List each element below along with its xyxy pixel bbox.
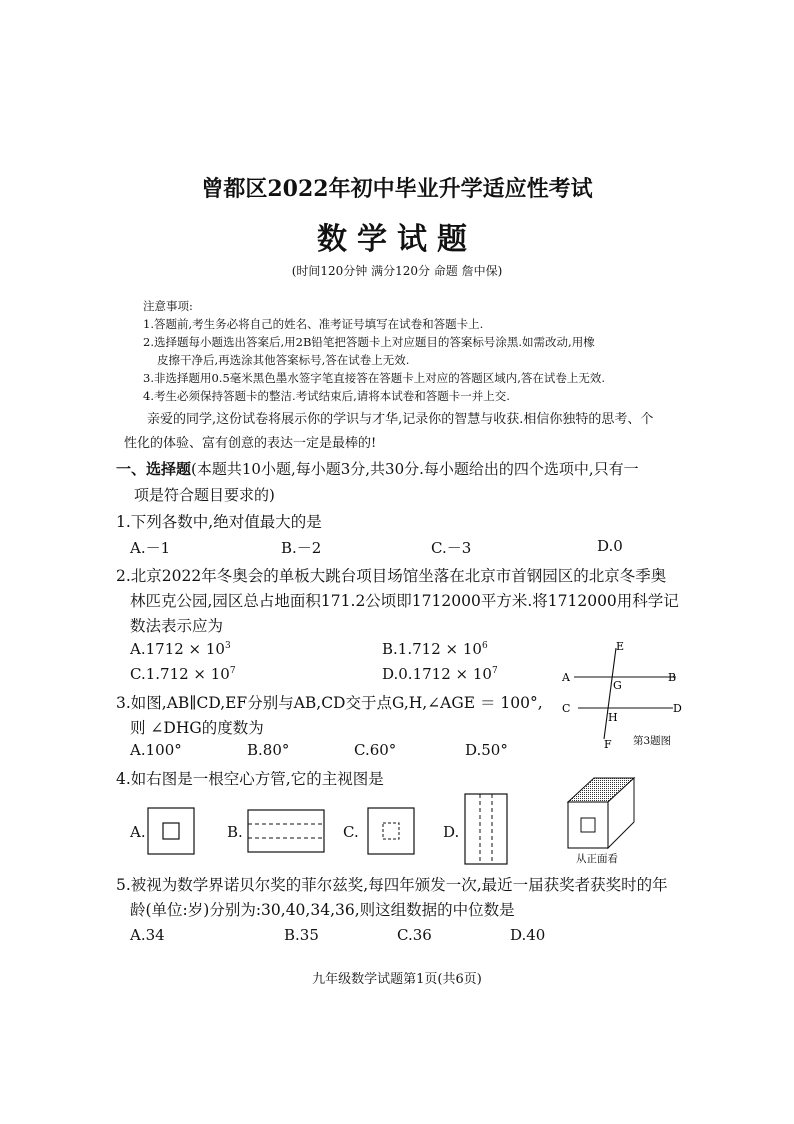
option: C.－3: [431, 539, 472, 557]
option-d-view: [464, 793, 508, 865]
page-footer: 九年级数学试题第1页(共6页): [312, 972, 482, 987]
intro-line: 性化的体验、富有创意的表达一定是最棒的!: [124, 436, 377, 451]
option-b-view: [247, 809, 325, 853]
figure-label: E: [616, 640, 625, 653]
figure-caption: 从正面看: [576, 853, 618, 865]
option: A.－1: [130, 539, 171, 557]
section-desc: (本题共10小题,每小题3分,共30分.每小题给出的四个选项中,只有一: [191, 460, 639, 478]
subject-title: 数学试题: [317, 222, 477, 257]
option-c-view: [367, 807, 415, 855]
figure-label: F: [604, 738, 612, 751]
notes-heading: 注意事项:: [143, 299, 193, 313]
option: D.0: [597, 537, 623, 555]
exam-meta: (时间120分钟 满分120分 命题 詹中保): [291, 264, 503, 278]
question-stem: 1.下列各数中,绝对值最大的是: [116, 513, 322, 531]
option: D.: [443, 823, 460, 841]
question-stem: 林匹克公园,园区总占地面积171.2公顷即1712000平方米.将1712000用科学记: [130, 592, 679, 610]
option: $C.1.712 \times 10^7$: [130, 665, 236, 683]
figure-label: D: [673, 702, 682, 715]
figure-label: G: [613, 679, 622, 692]
section-heading: [116, 458, 639, 479]
option: C.36: [397, 926, 432, 944]
question-stem: 则 ∠DHG的度数为: [130, 719, 264, 737]
option: A.: [130, 823, 146, 841]
option: C.60°: [354, 741, 397, 759]
option: B.: [227, 823, 243, 841]
option-a-view: [147, 807, 195, 855]
section-title: 一、选择题: [116, 460, 192, 478]
figure-label: A: [562, 671, 570, 684]
q3-parallel-lines-figure: [558, 636, 694, 754]
question-stem: 4.如右图是一根空心方管,它的主视图是: [116, 770, 384, 788]
question-stem: 龄(单位:岁)分别为:30,40,34,36,则这组数据的中位数是: [130, 901, 515, 919]
option: $D.0.1712 \times 10^7$: [382, 665, 498, 683]
figure-label: H: [608, 711, 618, 724]
option: C.: [343, 823, 359, 841]
option: B.35: [284, 926, 319, 944]
option: A.100°: [130, 741, 182, 759]
question-stem: 数法表示应为: [130, 617, 224, 635]
note-item: 3.非选择题用0.5毫米黑色墨水签字笔直接答在答题卡上对应的答题区域内,答在试卷上无效.: [143, 371, 606, 385]
figure-caption: 第3题图: [633, 735, 672, 747]
question-stem: 3.如图,AB∥CD,EF分别与AB,CD交于点G,H,∠AGE ＝ 100°,: [116, 694, 543, 712]
figure-label: C: [562, 702, 571, 715]
section-desc-line2: 项是符合题目要求的): [134, 486, 275, 504]
question-stem: 2.北京2022年冬奥会的单板大跳台项目场馆坐落在北京市首钢园区的北京冬季奥: [116, 567, 667, 585]
note-item: 2.选择题每小题选出答案后,用2B铅笔把答题卡上对应题目的答案标号涂黑.如需改动,用橡: [143, 335, 595, 349]
note-item: 皮擦干净后,再选涂其他答案标号,答在试卷上无效.: [157, 353, 410, 367]
option: D.40: [510, 926, 546, 944]
hollow-tube-figure: [562, 770, 678, 866]
exam-title: 曾都区2022年初中毕业升学适应性考试: [201, 176, 593, 202]
option: B.－2: [281, 539, 322, 557]
option: A.34: [130, 926, 165, 944]
note-item: 4.考生必须保持答题卡的整洁.考试结束后,请将本试卷和答题卡一并上交.: [143, 389, 510, 403]
option: D.50°: [465, 741, 508, 759]
option: B.80°: [247, 741, 290, 759]
figure-label: B: [668, 671, 677, 684]
question-stem: 5.被视为数学界诺贝尔奖的菲尔兹奖,每四年颁发一次,最近一届获奖者获奖时的年: [116, 876, 668, 894]
option: $A.1712 \times 10^3$: [130, 640, 231, 658]
option: $B.1.712 \times 10^6$: [382, 640, 488, 658]
note-item: 1.答题前,考生务必将自己的姓名、准考证号填写在试卷和答题卡上.: [143, 317, 484, 331]
intro-line: 亲爱的同学,这份试卷将展示你的学识与才华,记录你的智慧与收获.相信你独特的思考、个: [147, 412, 654, 427]
